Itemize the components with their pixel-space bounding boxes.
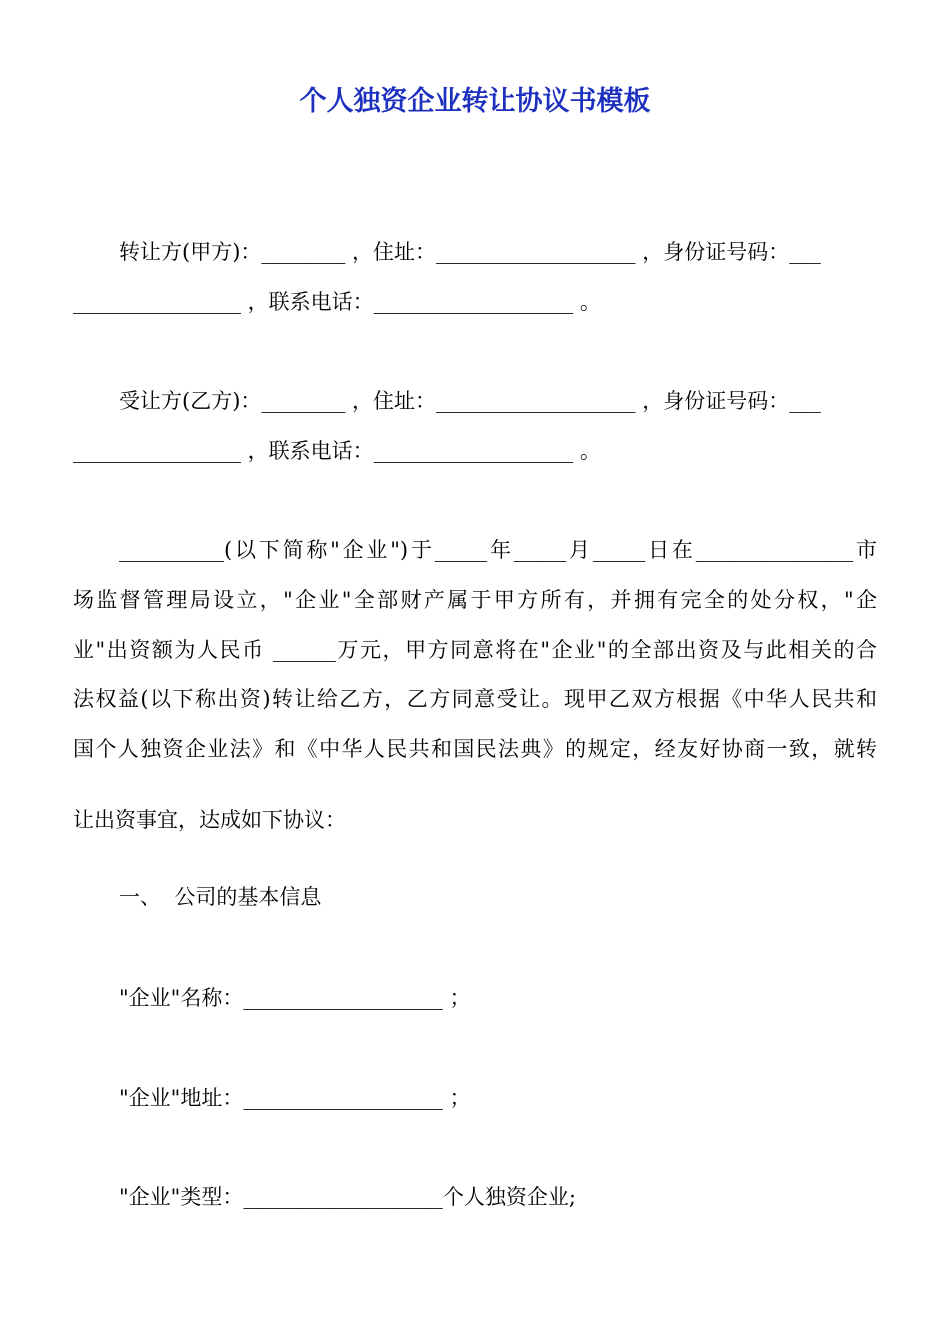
intro-line-2: 场监督管理局设立，"企业"全部财产属于甲方所有，并拥有完全的处分权，"企 (73, 588, 877, 612)
document-title: 个人独资企业转让协议书模板 (299, 86, 651, 117)
intro-line-3: 业"出资额为人民币 ______万元，甲方同意将在"企业"的全部出资及与此相关的合 (73, 638, 877, 662)
party-a-line-1: 转让方(甲方)：________ ，住址：___________________ ，身份证号码：___ (119, 240, 821, 264)
intro-line-4: 法权益(以下称出资)转让给乙方，乙方同意受让。现甲乙双方根据《中华人民共和 (73, 687, 877, 711)
intro-line-5: 国个人独资企业法》和《中华人民共和国民法典》的规定，经友好协商一致，就转 (73, 737, 877, 761)
party-a-line-2: ________________ ，联系电话：___________________ 。 (73, 290, 601, 314)
party-b-line-1: 受让方(乙方)：________ ，住址：___________________ ，身份证号码：___ (119, 389, 821, 413)
party-b-line-2: ________________ ，联系电话：___________________ 。 (73, 439, 601, 463)
intro-line-6: 让出资事宜，达成如下协议： (73, 808, 346, 832)
enterprise-address-line: "企业"地址：___________________ ； (119, 1086, 471, 1110)
enterprise-type-line: "企业"类型：___________________个人独资企业; (119, 1185, 576, 1209)
intro-line-1: __________(以下简称"企业")于_____年_____月_____日在_______________市 (119, 538, 877, 562)
section-one-heading: 一、 公司的基本信息 (119, 885, 322, 909)
enterprise-name-line: "企业"名称：___________________ ； (119, 986, 471, 1010)
